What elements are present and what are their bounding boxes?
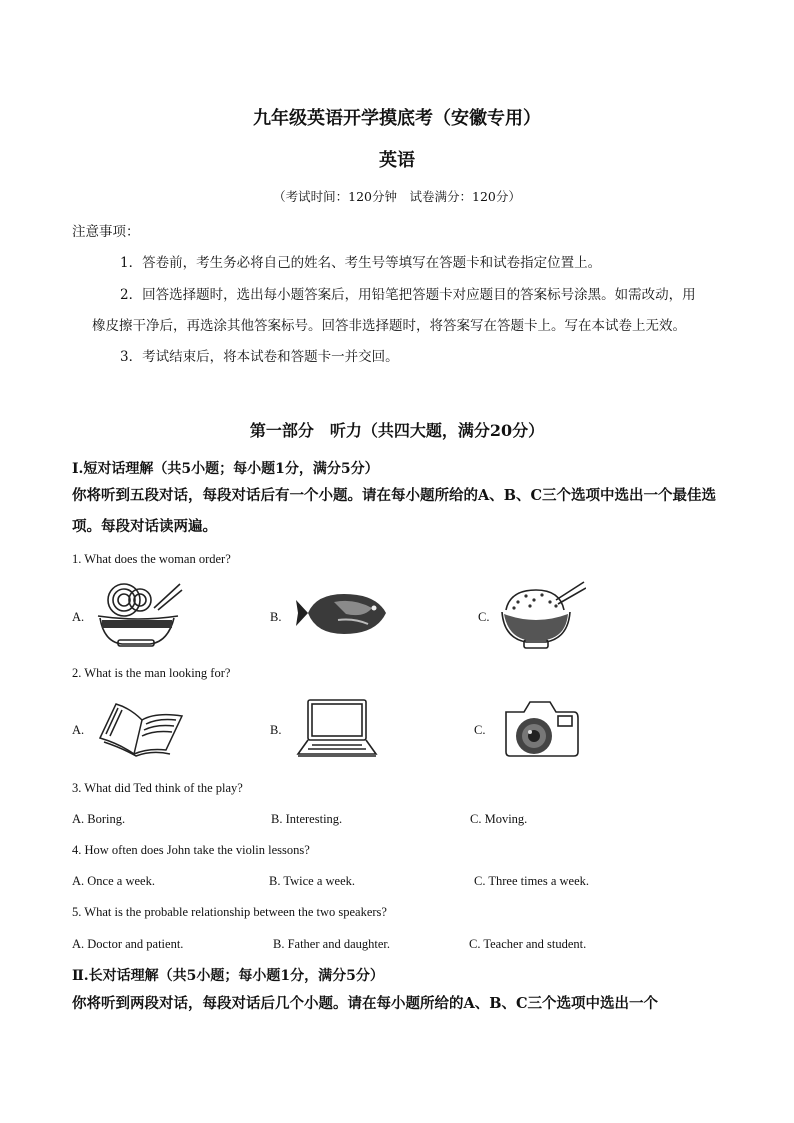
page-title: 九年级英语开学摸底考（安徽专用） [253, 108, 541, 129]
q4-option-a: A. Once a week. [72, 874, 155, 888]
open-book-icon [96, 698, 186, 758]
q1-option-a: A. [72, 610, 85, 624]
q5-option-b: B. Father and daughter. [273, 937, 390, 951]
notice-item-1: 1．答卷前，考生务必将自己的姓名、考生号等填写在答题卡和试卷指定位置上。 [120, 255, 602, 271]
question-5: 5. What is the probable relationship between the two speakers? [72, 905, 387, 919]
q5-option-c: C. Teacher and student. [469, 937, 587, 951]
q2-option-a: A. [72, 723, 85, 737]
question-2: 2. What is the man looking for? [72, 666, 231, 680]
q1-option-b: B. [270, 610, 282, 624]
q2-option-b: B. [270, 723, 282, 737]
exam-info: （考试时间：120分钟 试卷满分：120分） [273, 189, 521, 204]
q3-option-c: C. Moving. [470, 812, 528, 826]
laptop-icon [296, 696, 378, 760]
q3-option-a: A. Boring. [72, 812, 126, 826]
q5-option-a: A. Doctor and patient. [72, 937, 184, 951]
q3-option-b: B. Interesting. [271, 812, 343, 826]
section-one-heading: Ⅰ.短对话理解（共5小题；每小题1分，满分5分） [72, 461, 379, 477]
section-two-heading: Ⅱ.长对话理解（共5小题；每小题1分，满分5分） [72, 968, 384, 984]
q4-option-b: B. Twice a week. [269, 874, 356, 888]
section-one-instructions: 你将听到五段对话，每段对话后有一个小题。请在每小题所给的A、B、C三个选项中选出一个最佳选项。每段对话读两遍。 [72, 487, 717, 535]
camera-icon [500, 694, 582, 762]
part-one-title: 第一部分 听力（共四大题，满分20分） [249, 421, 545, 440]
section-two-instructions: 你将听到两段对话，每段对话后几个小题。请在每小题所给的A、B、C三个选项中选出一个 [72, 995, 659, 1012]
noodles-bowl-icon [92, 578, 184, 650]
notice-label: 注意事项： [72, 224, 140, 240]
q2-option-c: C. [474, 723, 486, 737]
q1-option-c: C. [478, 610, 490, 624]
notice-item-2-line-2: 橡皮擦干净后，再选涂其他答案标号。回答非选择题时，将答案写在答题卡上。写在本试卷上无效。 [92, 318, 686, 334]
question-4: 4. How often does John take the violin lessons? [72, 843, 310, 857]
question-3: 3. What did Ted think of the play? [72, 781, 243, 795]
notice-item-2-line-1: 2．回答选择题时，选出每小题答案后，用铅笔把答题卡对应题目的答案标号涂黑。如需改动，用 [120, 287, 696, 303]
question-1: 1. What does the woman order? [72, 552, 231, 566]
notice-item-3: 3．考试结束后，将本试卷和答题卡一并交回。 [120, 349, 399, 365]
rice-bowl-icon [496, 580, 586, 652]
subject-title: 英语 [379, 150, 415, 171]
q4-option-c: C. Three times a week. [474, 874, 590, 888]
fish-icon [294, 588, 394, 638]
